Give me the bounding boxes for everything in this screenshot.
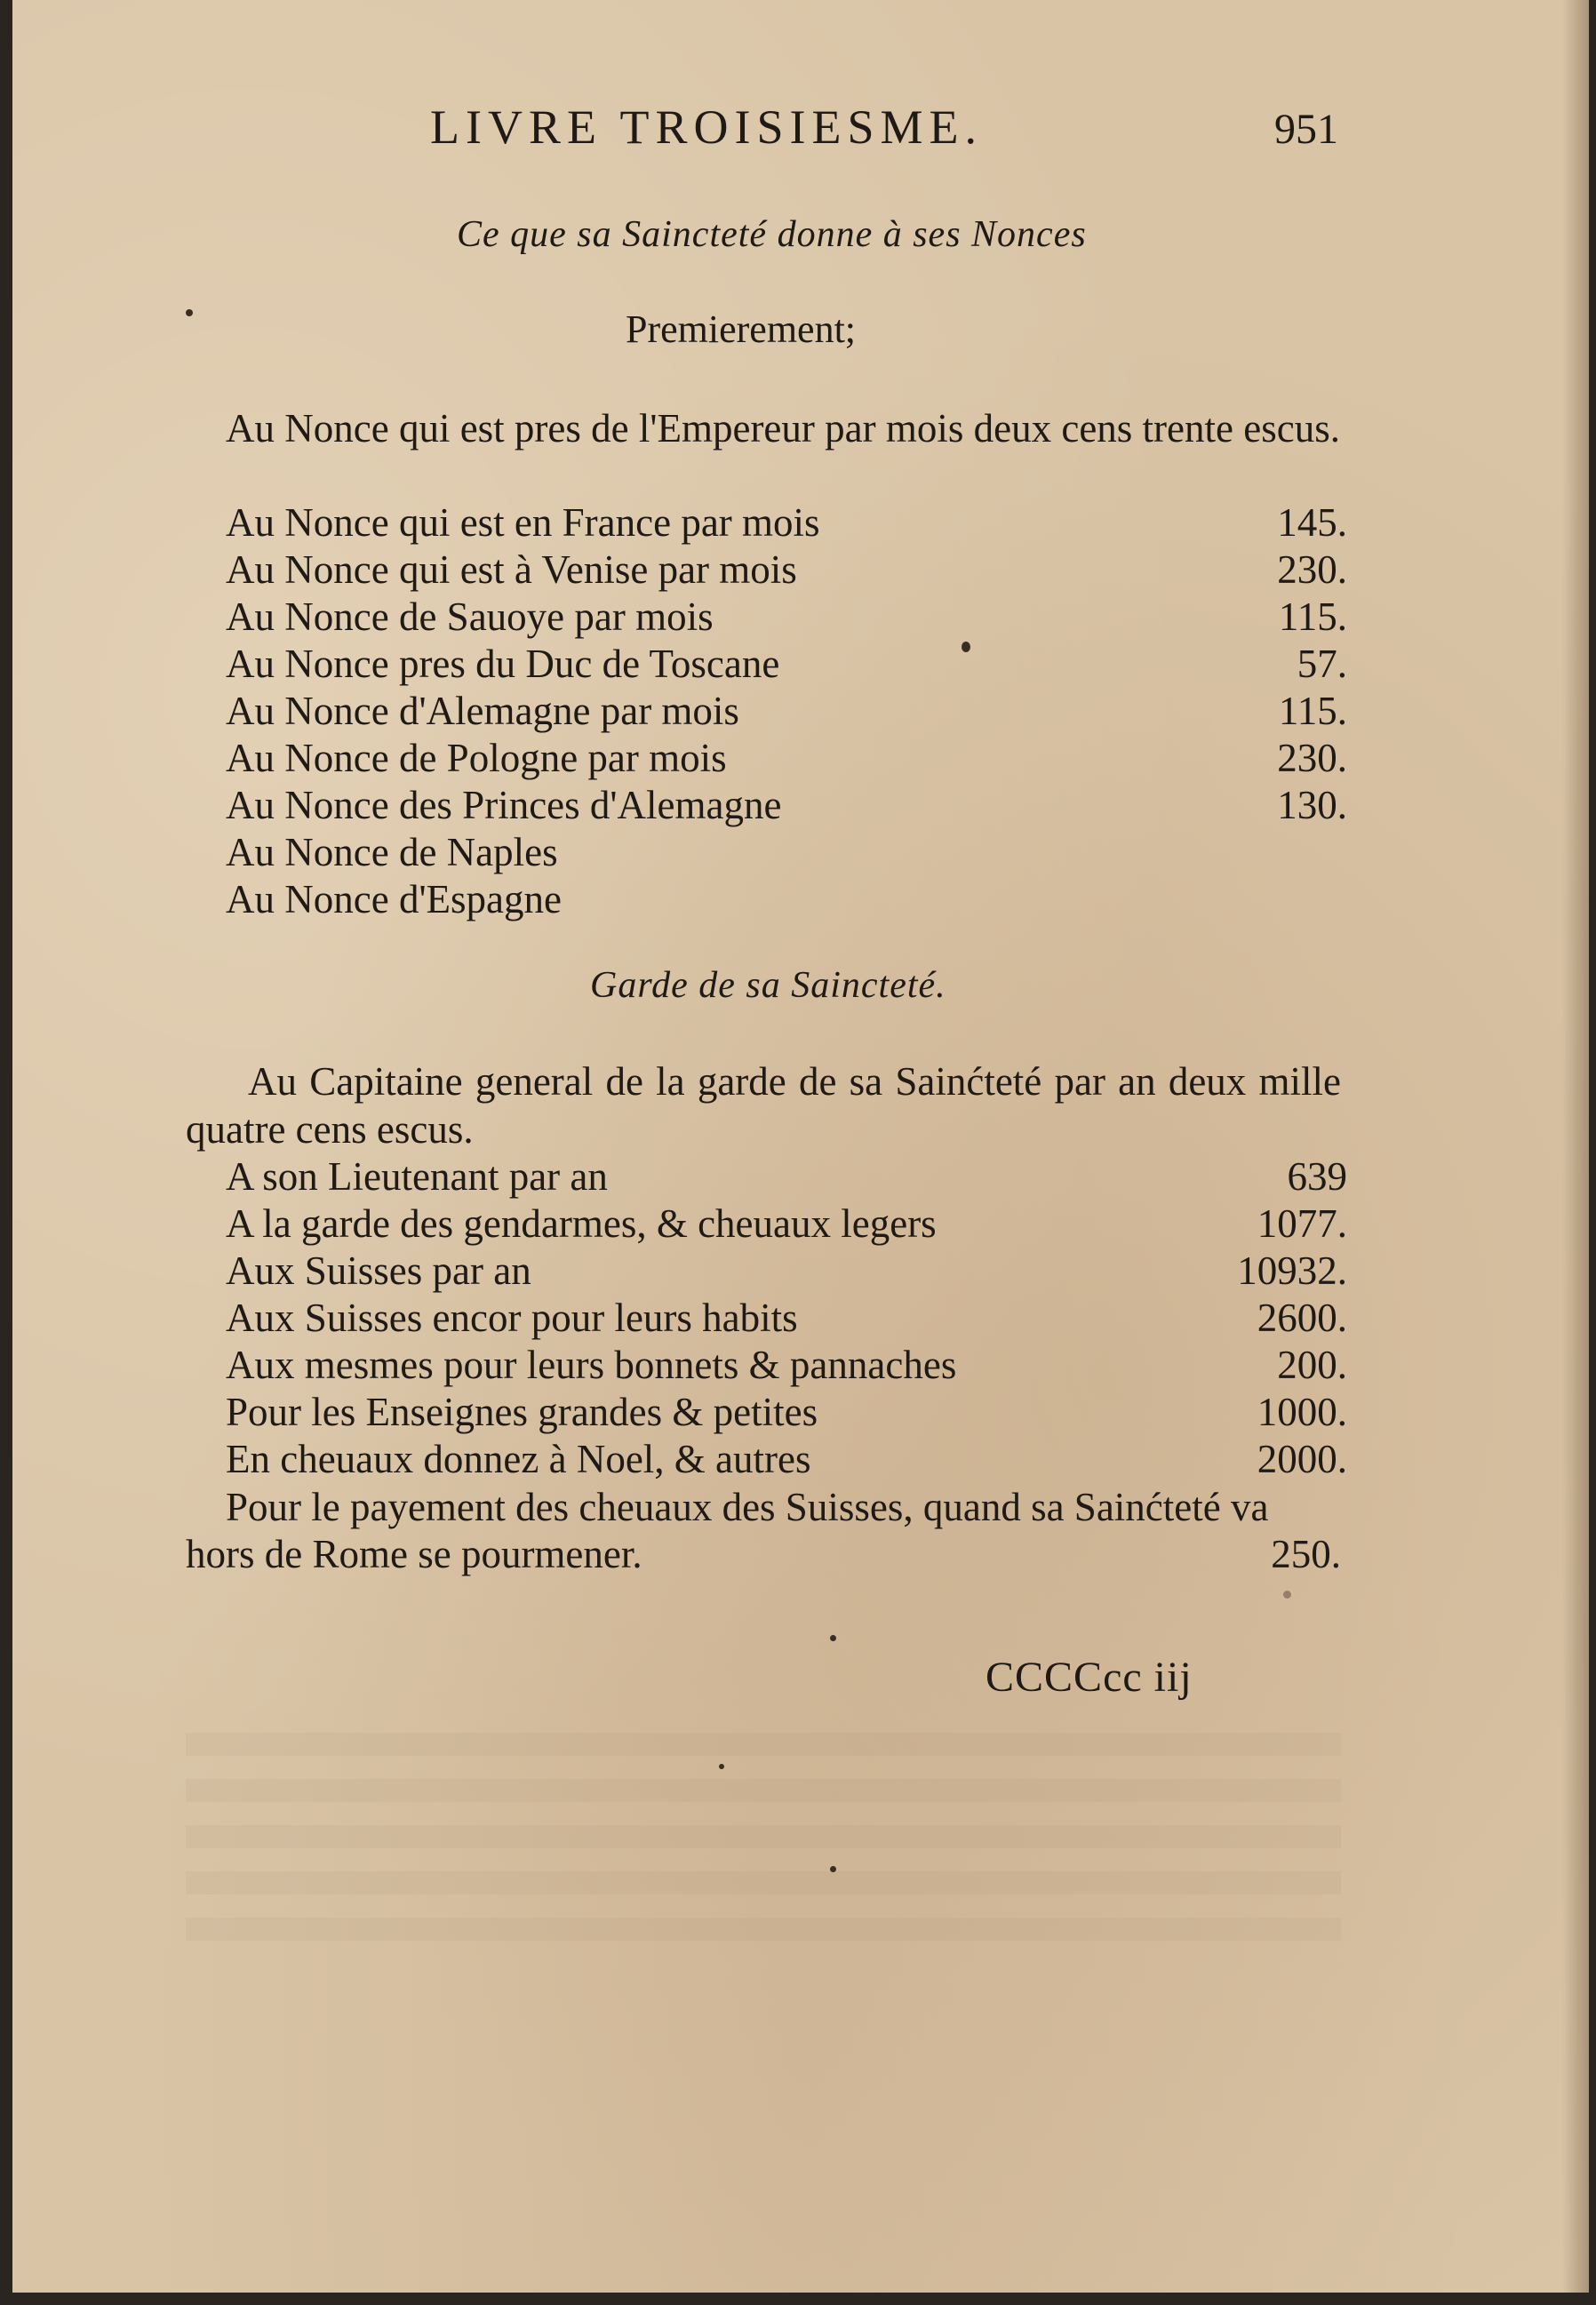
entry-amount: 200.	[1277, 1343, 1347, 1387]
entry-amount: 115.	[1278, 594, 1347, 639]
list-item	[12, 1200, 1589, 1248]
section-title-garde: Garde de sa Saincteté.	[590, 965, 946, 1006]
entry-amount: 250.	[1271, 1532, 1341, 1576]
entry-label: Au Nonce qui est à Venise par mois	[226, 547, 797, 592]
entry-label: Pour les Enseignes grandes & petites	[226, 1390, 818, 1434]
entry-label: Au Nonce de Naples	[226, 830, 558, 874]
paragraph-payement-cheuaux	[186, 1484, 1341, 1578]
list-item	[12, 829, 1589, 876]
entry-amount: 1077.	[1257, 1201, 1347, 1246]
entry-label: Au Nonce pres du Duc de Toscane	[226, 642, 780, 686]
ink-speck	[830, 1635, 836, 1641]
entry-label: Au Nonce des Princes d'Alemagne	[226, 783, 782, 827]
entry-label: Au Nonce de Pologne par mois	[226, 736, 727, 780]
entry-label: En cheuaux donnez à Noel, & autres	[226, 1437, 811, 1481]
paragraph-line: hors de Rome se pourmener.	[186, 1532, 642, 1576]
paragraph-nonce-empereur: Au Nonce qui est pres de l'Empereur par mois deux cens trente escus.	[226, 406, 1340, 451]
entry-amount: 57.	[1297, 642, 1347, 686]
subheading-premierement: Premierement;	[626, 307, 857, 351]
list-item	[12, 1295, 1589, 1342]
garde-list	[12, 1153, 1589, 1483]
ink-speck	[719, 1764, 724, 1769]
entry-amount: 230.	[1277, 547, 1347, 592]
entry-amount: 145.	[1277, 500, 1347, 545]
entry-amount: 1000.	[1257, 1390, 1347, 1434]
entry-label: Au Nonce de Sauoye par mois	[226, 594, 714, 639]
book-page	[12, 0, 1589, 2293]
entry-label: A son Lieutenant par an	[226, 1154, 608, 1199]
section-title-nonces: Ce que sa Saincteté donne à ses Nonces	[457, 214, 1087, 255]
paragraph-line: Pour le payement des cheuaux des Suisses, quand sa Sainćteté va	[226, 1485, 1269, 1529]
list-item	[12, 1153, 1589, 1200]
ink-speck	[962, 642, 970, 652]
entry-label: Aux Suisses par an	[226, 1248, 531, 1293]
list-item	[12, 594, 1589, 641]
list-item	[12, 1248, 1589, 1295]
entry-amount: 230.	[1277, 736, 1347, 780]
entry-amount: 10932.	[1237, 1248, 1347, 1293]
paragraph-capitaine: Au Capitaine general de la garde de sa Sainćteté par an deux mille quatre cens escus.	[186, 1059, 1341, 1152]
bleed-through-texture	[186, 1733, 1341, 1946]
ink-speck	[830, 1866, 836, 1872]
entry-label: Au Nonce d'Alemagne par mois	[226, 689, 739, 733]
running-title: LIVRE TROISIESME.	[430, 100, 984, 154]
page-number: 951	[1274, 106, 1338, 153]
list-item	[12, 546, 1589, 594]
list-item	[12, 735, 1589, 782]
ink-speck	[1283, 1591, 1291, 1599]
list-item	[12, 1342, 1589, 1389]
entry-amount: 2000.	[1257, 1437, 1347, 1481]
list-item	[12, 499, 1589, 546]
entry-amount: 130.	[1277, 783, 1347, 827]
entry-amount: 2600.	[1257, 1296, 1347, 1340]
signature-mark: CCCCcc iij	[986, 1654, 1193, 1701]
entry-label: Aux Suisses encor pour leurs habits	[226, 1296, 798, 1340]
entry-amount: 639	[1287, 1154, 1347, 1199]
list-item	[12, 1389, 1589, 1436]
page-header	[12, 100, 1589, 162]
entry-label: Aux mesmes pour leurs bonnets & pannaches	[226, 1343, 957, 1387]
paragraph-line-with-amount	[186, 1531, 1341, 1578]
page-edge-shadow	[1562, 0, 1589, 2293]
list-item	[12, 876, 1589, 923]
entry-label: A la garde des gendarmes, & cheuaux legers	[226, 1201, 937, 1246]
entry-label: Au Nonce d'Espagne	[226, 877, 562, 921]
entry-amount: 115.	[1278, 689, 1347, 733]
ink-speck	[186, 309, 193, 316]
list-item	[12, 782, 1589, 829]
list-item	[12, 1436, 1589, 1483]
list-item	[12, 688, 1589, 735]
entry-label: Au Nonce qui est en France par mois	[226, 500, 820, 545]
nonces-list	[12, 499, 1589, 923]
list-item	[12, 641, 1589, 688]
